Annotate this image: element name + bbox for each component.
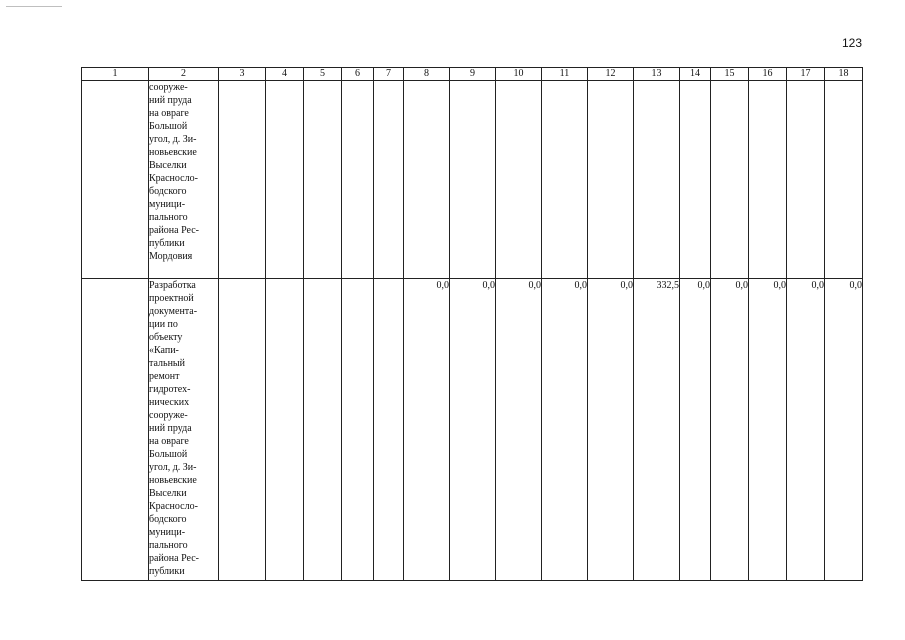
desc-line: новьевские	[149, 147, 197, 158]
cell-col-3	[219, 279, 266, 581]
scan-artifact-line	[6, 6, 62, 7]
row-description	[149, 81, 219, 279]
desc-line: ний пруда	[149, 95, 192, 106]
table-row	[82, 81, 863, 279]
desc-line: района Рес-	[149, 225, 199, 236]
col-header-5: 5	[304, 68, 342, 81]
cell-col-17	[787, 81, 825, 279]
desc-line: Краснослo-	[149, 501, 198, 512]
header-row	[82, 68, 863, 81]
col-header-7: 7	[374, 68, 404, 81]
cell-col-5	[304, 279, 342, 581]
desc-line: новьевские	[149, 475, 197, 486]
cell-col-15	[711, 81, 749, 279]
desc-line: угол, д. Зи-	[149, 134, 197, 145]
cell-col-4	[266, 81, 304, 279]
cell-col-12	[588, 81, 634, 279]
col-header-2: 2	[149, 68, 219, 81]
desc-line: Разработка	[149, 280, 196, 291]
desc-line: публики	[149, 566, 185, 577]
cell-col-17: 0,0	[787, 279, 825, 581]
desc-line: публики	[149, 238, 185, 249]
cell-col-14	[680, 81, 711, 279]
cell-col-1	[82, 81, 149, 279]
col-header-12: 12	[588, 68, 634, 81]
cell-col-8	[404, 81, 450, 279]
desc-line: пального	[149, 540, 188, 551]
cell-col-13	[634, 81, 680, 279]
col-header-8: 8	[404, 68, 450, 81]
col-header-15: 15	[711, 68, 749, 81]
desc-line: Выселки	[149, 488, 187, 499]
cell-col-9	[450, 81, 496, 279]
cell-col-3	[219, 81, 266, 279]
desc-line: ции по	[149, 319, 178, 330]
cell-col-11	[542, 81, 588, 279]
col-header-4: 4	[266, 68, 304, 81]
cell-col-7	[374, 279, 404, 581]
desc-line: сооруже-	[149, 82, 188, 93]
desc-line: муници-	[149, 199, 186, 210]
cell-col-14: 0,0	[680, 279, 711, 581]
cell-col-10	[496, 81, 542, 279]
cell-col-6	[342, 279, 374, 581]
desc-line: сооруже-	[149, 410, 188, 421]
col-header-17: 17	[787, 68, 825, 81]
desc-line: Большой	[149, 121, 188, 132]
col-header-9: 9	[450, 68, 496, 81]
table-row	[82, 279, 863, 581]
desc-line: гидротех-	[149, 384, 191, 395]
desc-line: муници-	[149, 527, 186, 538]
desc-line: ремонт	[149, 371, 180, 382]
cell-col-16	[749, 81, 787, 279]
desc-line: Выселки	[149, 160, 187, 171]
col-header-1: 1	[82, 68, 149, 81]
col-header-11: 11	[542, 68, 588, 81]
col-header-13: 13	[634, 68, 680, 81]
cell-col-13: 332,5	[634, 279, 680, 581]
desc-line: Краснослo-	[149, 173, 198, 184]
col-header-6: 6	[342, 68, 374, 81]
cell-col-16: 0,0	[749, 279, 787, 581]
page-number: 123	[841, 36, 862, 50]
cell-col-10: 0,0	[496, 279, 542, 581]
desc-line: на овраге	[149, 436, 189, 447]
cell-col-8: 0,0	[404, 279, 450, 581]
row-description	[149, 279, 219, 581]
cell-col-6	[342, 81, 374, 279]
desc-line: нических	[149, 397, 190, 408]
desc-line: бодского	[149, 514, 187, 525]
cell-col-18	[825, 81, 863, 279]
cell-col-1	[82, 279, 149, 581]
desc-line: проектной	[149, 293, 194, 304]
budget-table	[81, 67, 863, 581]
cell-col-5	[304, 81, 342, 279]
cell-col-7	[374, 81, 404, 279]
desc-line: тальный	[149, 358, 185, 369]
desc-line: ний пруда	[149, 423, 192, 434]
col-header-14: 14	[680, 68, 711, 81]
cell-col-11: 0,0	[542, 279, 588, 581]
cell-col-15: 0,0	[711, 279, 749, 581]
desc-line: бодского	[149, 186, 187, 197]
desc-line: района Рес-	[149, 553, 199, 564]
col-header-18: 18	[825, 68, 863, 81]
desc-line: на овраге	[149, 108, 189, 119]
col-header-16: 16	[749, 68, 787, 81]
cell-col-18: 0,0	[825, 279, 863, 581]
desc-line: пального	[149, 212, 188, 223]
desc-line: «Капи-	[149, 345, 179, 356]
cell-col-9: 0,0	[450, 279, 496, 581]
desc-line: Большой	[149, 449, 188, 460]
col-header-3: 3	[219, 68, 266, 81]
desc-line: Мордовия	[149, 251, 193, 262]
desc-line: документа-	[149, 306, 198, 317]
desc-line: объекту	[149, 332, 183, 343]
cell-col-4	[266, 279, 304, 581]
desc-line: угол, д. Зи-	[149, 462, 197, 473]
col-header-10: 10	[496, 68, 542, 81]
cell-col-12: 0,0	[588, 279, 634, 581]
